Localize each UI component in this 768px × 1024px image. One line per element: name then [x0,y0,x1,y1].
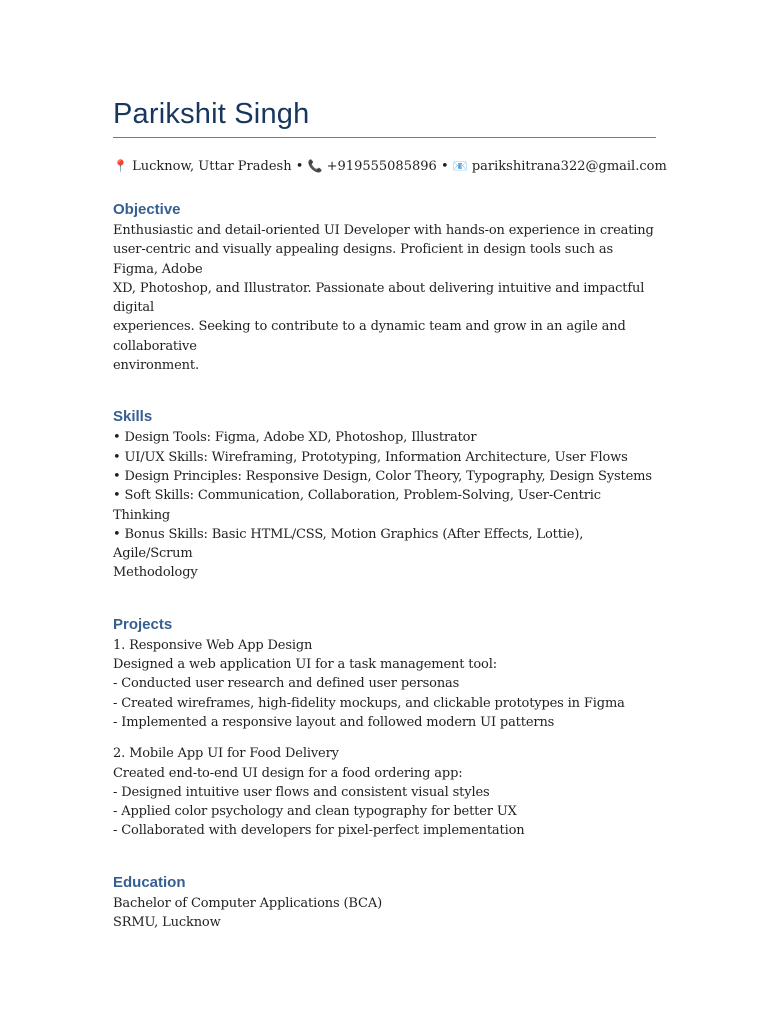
phone-icon: 📞 [307,159,323,173]
text-line: XD, Photoshop, and Illustrator. Passionate about delivering intuitive and impactful digital [113,280,645,316]
contact-line [113,157,667,176]
resume-content [113,96,667,932]
skill-item: • Design Principles: Responsive Design, Color Theory, Typography, Design Systems [113,468,652,484]
project-summary: Designed a web application UI for a task management tool: [113,657,497,673]
project-title: 2. Mobile App UI for Food Delivery [113,746,339,762]
email-icon: 📧 [452,159,468,173]
skill-item-continued: Methodology [113,565,198,581]
contact-separator: • [440,159,449,174]
contact-email: parikshitrana322@gmail.com [471,159,667,174]
project-item [113,636,656,732]
education-text [113,894,656,933]
project-detail: - Conducted user research and defined user personas [113,676,460,692]
project-detail: - Collaborated with developers for pixel-perfect implementation [113,823,525,839]
text-line: Enthusiastic and detail-oriented UI Developer with hands-on experience in creating [113,223,654,238]
project-summary: Created end-to-end UI design for a food ordering app: [113,765,463,781]
text-line: user-centric and visually appealing designs. Proficient in design tools such as Figma, Adobe [113,242,614,277]
project-item [113,744,656,840]
skill-item: • Soft Skills: Communication, Collaboration, Problem-Solving, User-Centric Thinking [113,488,601,523]
pin-icon: 📍 [113,159,128,173]
degree: Bachelor of Computer Applications (BCA) [113,895,382,911]
section-title-education: Education [113,873,186,891]
contact-phone: +919555085896 [326,159,437,174]
skills-section [113,407,656,582]
skills-list [113,428,656,582]
text-line: environment. [113,358,199,374]
projects-section [113,615,656,841]
section-title-projects: Projects [113,615,173,633]
contact-separator: • [295,159,304,174]
education-section [113,873,656,933]
project-title: 1. Responsive Web App Design [113,637,313,653]
section-title-objective: Objective [113,201,181,218]
skill-item: • Bonus Skills: Basic HTML/CSS, Motion Graphics (After Effects, Lottie), Agile/Scrum [113,526,584,562]
project-detail: - Created wireframes, high-fidelity mockups, and clickable prototypes in Figma [113,695,625,711]
project-detail: - Designed intuitive user flows and consistent visual styles [113,784,490,800]
contact-location: Lucknow, Uttar Pradesh [132,159,292,174]
text-line: experiences. Seeking to contribute to a dynamic team and grow in an agile and collaborative [113,319,626,354]
name-divider [113,137,656,138]
objective-text [113,221,656,375]
project-detail: - Implemented a responsive layout and followed modern UI patterns [113,714,555,730]
skill-item: • Design Tools: Figma, Adobe XD, Photoshop, Illustrator [113,430,477,446]
project-detail: - Applied color psychology and clean typography for better UX [113,804,517,820]
candidate-name: Parikshit Singh [113,98,310,130]
skill-item: • UI/UX Skills: Wireframing, Prototyping, Information Architecture, User Flows [113,449,628,465]
objective-section [113,200,656,375]
institution: SRMU, Lucknow [113,915,221,931]
section-title-skills: Skills [113,408,153,426]
